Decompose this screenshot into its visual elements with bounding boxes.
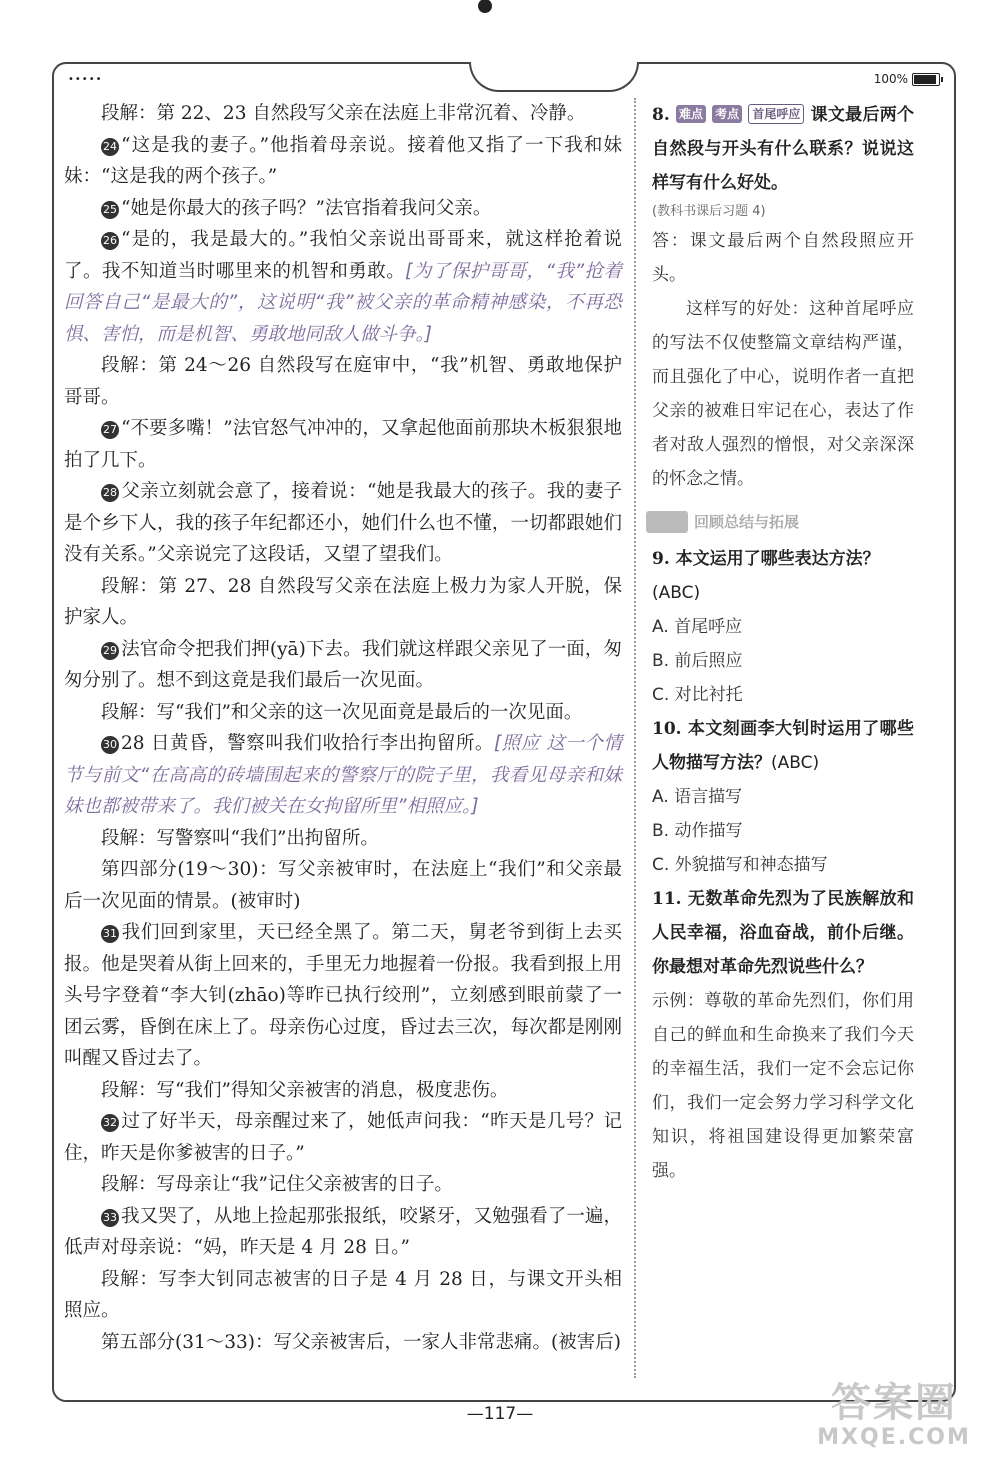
annotation-note: [照应 这一个情节与前文“在高高的砖墙围起来的警察厅的院子里，我看见母亲和妹妹也都被带来了。我们被关在女拘留所里”相照应。] [64,733,622,817]
question-number: 8. [652,105,670,125]
part-summary: 第四部分(19～30)：写父亲被审时，在法庭上“我们”和父亲最后一次见面的情景。(被审时) [64,859,622,912]
signal-icon: ••••• [68,74,103,85]
paragraph-number: 27 [101,421,119,439]
status-bar [68,70,940,90]
paragraph-29 [64,634,622,697]
page-number: —117— [466,1404,534,1424]
battery-icon [912,73,940,86]
paragraph-number: 24 [101,138,119,156]
paragraph-summary: 段解：写母亲让“我”记住父亲被害的日子。 [101,1174,453,1195]
camera-icon [478,0,492,13]
question-9: 9. 本文运用了哪些表达方法？ [652,549,880,569]
paragraph-number: 32 [101,1114,119,1132]
option-c: C. 对比衬托 [652,685,743,705]
question-text: 课文最后两个自然段与开头有什么联系？说说这样写有什么好处。 [652,105,915,193]
paragraph-text: 我又哭了，从地上捡起那张报纸，咬紧牙，又勉强看了一遍，低声对母亲说：“妈，昨天是 4 月 28 日。” [64,1205,622,1258]
answer-choice: (ABC) [771,753,820,773]
paragraph-number: 26 [101,232,119,250]
battery-text: 100% [873,72,908,86]
question-11: 11. 无数革命先烈为了民族解放和人民幸福，浴血奋战，前仆后继。你最想对革命先烈说些什么？ [652,889,914,977]
tag-difficulty: 难点 [676,105,706,123]
answer-choice: (ABC) [652,583,701,603]
answer-text: 答：课文最后两个自然段照应开头。 [652,231,914,285]
right-column [652,98,914,1188]
paragraph-25 [64,193,622,225]
paragraph-summary: 段解：写李大钊同志被害的日子是 4 月 28 日，与课文开头相照应。 [64,1268,622,1321]
column-divider [634,98,636,1378]
question-text: 10. 本文刻画李大钊时运用了哪些人物描写方法？ [652,719,914,773]
option-a: A. 首尾呼应 [652,617,743,637]
paragraph-text: 父亲立刻就会意了，接着说：“她是我最大的孩子。我的妻子是个乡下人，我的孩子年纪都还小，她们什么也不懂，一切都跟她们没有关系。”父亲说完了这段话，又望了望我们。 [64,481,622,565]
paragraph-text: 法官命令把我们押(yā)下去。我们就这样跟父亲见了一面，匆匆分别了。想不到这竟是我们最后一次见面。 [64,638,622,691]
paragraph-26 [64,224,622,350]
answer-text: 示例：尊敬的革命先烈们，你们用自己的鲜血和生命换来了我们今天的幸福生活，我们一定不会忘记你们，我们一定会努力学习科学文化知识，将祖国建设得更加繁荣富强。 [652,991,914,1181]
paragraph-number: 25 [101,201,119,219]
left-column [64,98,622,1358]
paragraph-text: “是的，我是最大的。”我怕父亲说出哥哥来，就这样抢着说了。我不知道当时哪里来的机智和勇敢。 [64,229,622,282]
paragraph-summary: 段解：写“我们”得知父亲被害的消息，极度悲伤。 [101,1079,509,1101]
paragraph-30 [64,728,622,823]
option-a: A. 语言描写 [652,787,743,807]
paragraph-text: 28 日黄昏，警察叫我们收拾行李出拘留所。 [121,733,494,754]
paragraph-number: 29 [101,642,119,660]
watermark-logo [804,1381,984,1450]
paragraph-summary: 段解：第 24～26 自然段写在庭审中，“我”机智、勇敢地保护哥哥。 [64,355,622,408]
battery-indicator [874,72,940,86]
battery-fill [914,75,936,84]
question-10 [652,712,914,780]
option-c: C. 外貌描写和神态描写 [652,855,828,875]
paragraph-summary: 段解：第 27、28 自然段写父亲在法庭上极力为家人开脱，保护家人。 [64,575,622,628]
paragraph-text: “这是我的妻子。”他指着母亲说。接着他又指了一下我和妹妹：“这是我的两个孩子。” [64,134,622,187]
paragraph-31 [64,917,622,1075]
question-8 [652,98,914,200]
tag-exam-point: 考点 [712,105,742,123]
answer-text: 这样写的好处：这种首尾呼应的写法不仅使整篇文章结构严谨，而且强化了中心，说明作者一直把父亲的被难日牢记在心，表达了作者对敌人强烈的憎恨，对父亲深深的怀念之情。 [652,299,914,489]
paragraph-summary: 段解：写警察叫“我们”出拘留所。 [101,827,379,849]
paragraph-text: 过了好半天，母亲醒过来了，她低声问我：“昨天是几号？记住，昨天是你爹被害的日子。” [64,1111,622,1164]
paragraph-text: “不要多嘴！”法官怒气冲冲的，又拿起他面前那块木板狠狠地拍了几下。 [64,418,622,471]
section-banner [646,510,914,534]
annotation-note: [为了保护哥哥，“我”抢着回答自己“是最大的”，这说明“我”被父亲的革命精神感染，不再恐惧、害怕，而是机智、勇敢地同敌人做斗争。] [64,260,622,345]
banner-badge [646,511,688,533]
paragraph-summary: 段解：写“我们”和父亲的这一次见面竟是最后的一次见面。 [101,701,583,723]
paragraph-27 [64,413,622,476]
section-title: 回顾总结与拓展 [694,513,800,531]
question-source: (教科书课后习题 4) [652,204,766,219]
tag-topic: 首尾呼应 [748,104,804,124]
option-b: B. 动作描写 [652,821,743,841]
paragraph-24 [64,130,622,193]
watermark-url: MXQE.COM [817,1425,971,1450]
paragraph-32 [64,1106,622,1169]
paragraph-28 [64,476,622,571]
paragraph-number: 30 [101,736,119,754]
option-b: B. 前后照应 [652,651,743,671]
paragraph-number: 28 [101,484,119,502]
paragraph-number: 31 [101,925,119,943]
watermark-text: 答案圈 [831,1380,957,1426]
part-summary: 第五部分(31～33)：写父亲被害后，一家人非常悲痛。(被害后) [101,1331,621,1353]
paragraph-summary: 段解：第 22、23 自然段写父亲在法庭上非常沉着、冷静。 [101,103,586,124]
paragraph-text: 我们回到家里，天已经全黑了。第二天，舅老爷到街上去买报。他是哭着从街上回来的，手里无力地握着一份报。我看到报上用头号字登着“李大钊(zhāo)等昨已执行绞刑”，立刻感到眼前蒙了一团云雾，昏倒在床上了。母亲伤心过度，昏过去三次，每次都是刚刚叫醒又昏过去了。 [64,922,622,1069]
paragraph-text: “她是你最大的孩子吗？”法官指着我问父亲。 [121,197,492,219]
paragraph-33 [64,1201,622,1264]
paragraph-number: 33 [101,1209,119,1227]
